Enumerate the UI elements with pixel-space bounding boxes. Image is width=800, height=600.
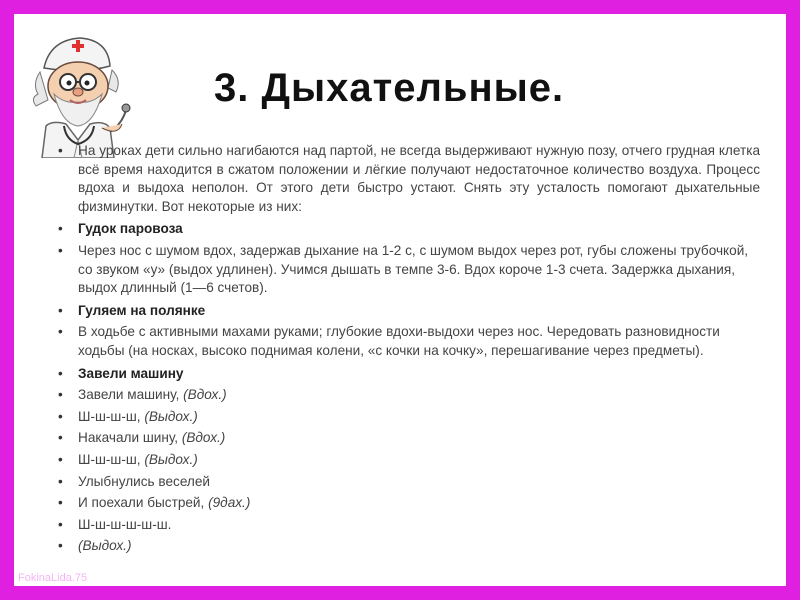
list-item bbox=[58, 408, 760, 427]
list-item bbox=[58, 516, 760, 535]
list-item bbox=[58, 429, 760, 448]
bullet-icon: • bbox=[58, 430, 63, 446]
bullet-icon: • bbox=[58, 538, 63, 554]
list-heading bbox=[58, 365, 760, 384]
doctor-mascot-icon bbox=[22, 28, 132, 158]
bullet-icon: • bbox=[58, 387, 63, 403]
list-item bbox=[58, 473, 760, 492]
list-item bbox=[58, 142, 760, 216]
list-item-text: И поехали быстрей, bbox=[78, 495, 209, 511]
list-item bbox=[58, 494, 760, 513]
list-heading bbox=[58, 302, 760, 321]
list-item-text: Завели машину bbox=[78, 365, 184, 381]
bullet-icon: • bbox=[58, 221, 63, 237]
bullet-icon: • bbox=[58, 495, 63, 511]
list-item-text: Ш-ш-ш-ш-ш-ш. bbox=[78, 516, 172, 532]
list-item-note: (Вдох.) bbox=[183, 387, 227, 403]
list-item bbox=[58, 242, 760, 298]
bullet-list bbox=[58, 142, 760, 559]
list-item-text: Через нос с шумом вдох, задержав дыхание на 1-2 с, с шумом выдох через рот, губы сложены трубочкой, со звуком «у» (выдох удлинен). Учимся дышать в темпе 3-6. Вдох короче 1-3 счета. Задержка дыхания, выдох длинный (1—6 счетов). bbox=[78, 242, 749, 296]
list-item bbox=[58, 323, 760, 360]
bullet-icon: • bbox=[58, 365, 63, 381]
list-item-note: (Выдох.) bbox=[144, 451, 198, 467]
bullet-icon: • bbox=[58, 516, 63, 532]
bullet-icon: • bbox=[58, 451, 63, 467]
page-title: 3. Дыхательные. bbox=[214, 66, 565, 110]
list-item bbox=[58, 386, 760, 405]
list-item-note: (Выдох.) bbox=[78, 538, 132, 554]
list-item-text: В ходьбе с активными махами руками; глубокие вдохи-выдохи через нос. Чередовать разновидности ходьбы (на носках, высоко поднимая колени, «с кочки на кочку», перешагивание через предметы). bbox=[78, 324, 720, 358]
bullet-icon: • bbox=[58, 242, 63, 258]
list-item-text: Гуляем на полянке bbox=[78, 302, 206, 318]
bullet-icon: • bbox=[58, 324, 63, 340]
list-item bbox=[58, 451, 760, 470]
list-item-text: Ш-ш-ш-ш, bbox=[78, 408, 145, 424]
slide bbox=[14, 14, 786, 586]
bullet-icon: • bbox=[58, 408, 63, 424]
list-item-note: (9дах.) bbox=[208, 495, 251, 511]
list-item-text: Ш-ш-ш-ш, bbox=[78, 451, 145, 467]
bullet-icon: • bbox=[58, 473, 63, 489]
list-item-text: Улыбнулись веселей bbox=[78, 473, 211, 489]
list-item-note: (Вдох.) bbox=[181, 430, 226, 446]
list-item-text: Накачали шину, bbox=[78, 430, 182, 446]
list-heading bbox=[58, 220, 760, 239]
list-item-text: Гудок паровоза bbox=[78, 221, 183, 237]
bullet-icon: • bbox=[58, 143, 63, 158]
list-item-text: На уроках дети сильно нагибаются над партой, не всегда выдерживают нужную позу, отчего грудная клетка всё время находится в сжатом положении и лёгкие получают недостаточное количество воздуха. Процесс вдоха и выдоха неполон. От этого дети быстро устают. Снять эту усталость помогают дыхательные физминутки. Вот некоторые из них: bbox=[78, 143, 760, 214]
bullet-icon: • bbox=[58, 302, 63, 318]
list-item-note: (Выдох.) bbox=[144, 408, 198, 424]
watermark: FokinaLida.75 bbox=[18, 572, 88, 584]
list-item-text: Завели машину, bbox=[78, 387, 184, 403]
list-item bbox=[58, 537, 760, 556]
